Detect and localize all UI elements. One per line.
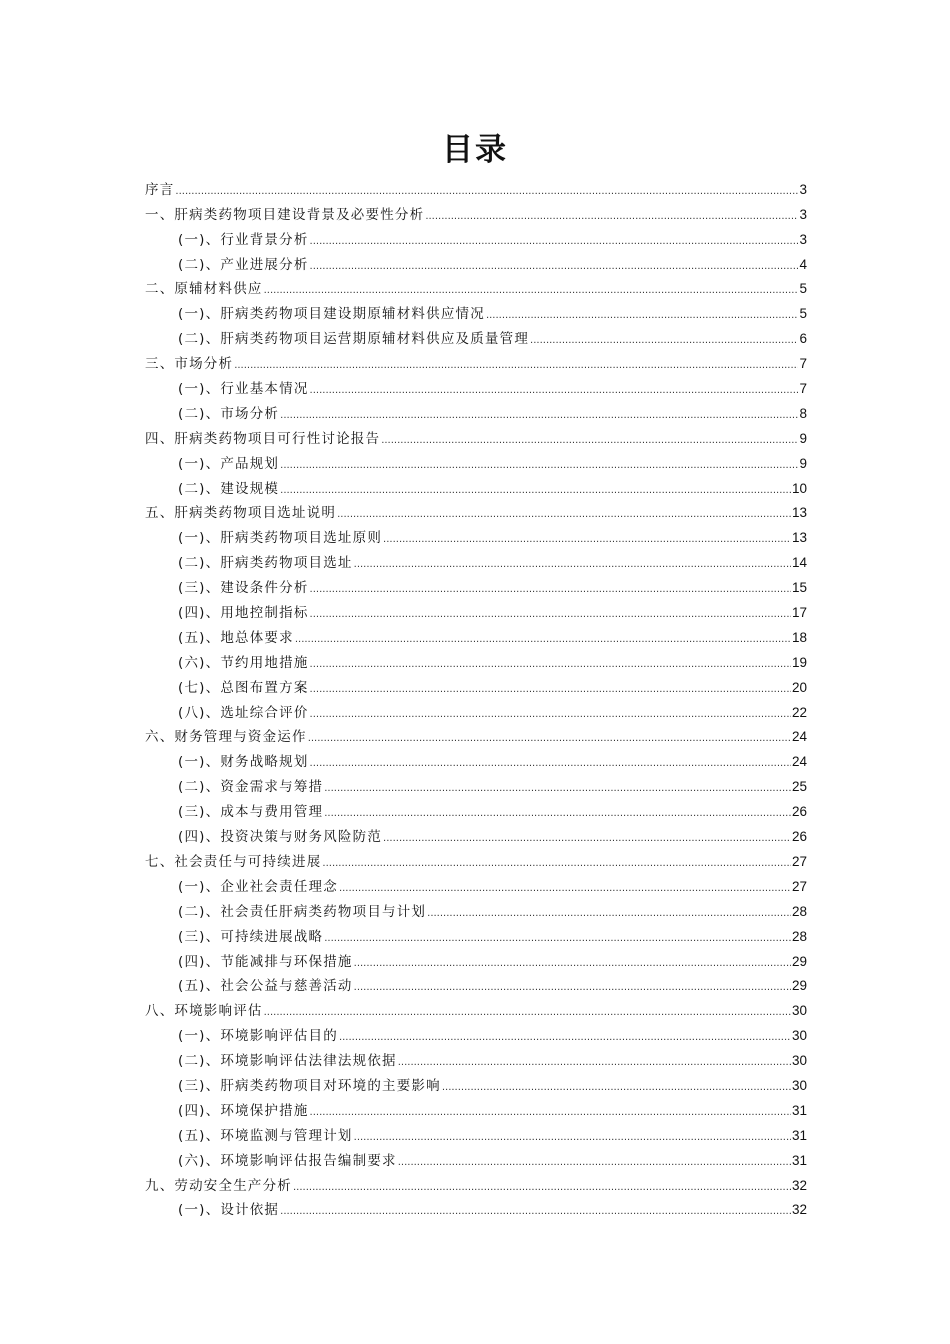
toc-entry-label: (一)、行业基本情况 xyxy=(178,381,309,398)
toc-entry-label: (二)、肝病类药物项目运营期原辅材料供应及质量管理 xyxy=(178,331,530,348)
toc-entry-page: 17 xyxy=(791,605,807,621)
dot-leader xyxy=(280,459,798,473)
toc-entry-label: 五、肝病类药物项目选址说明 xyxy=(145,505,337,522)
dot-leader xyxy=(310,384,799,398)
dot-leader xyxy=(310,1106,791,1120)
toc-entry[interactable] xyxy=(145,424,807,449)
toc-entry[interactable] xyxy=(145,523,807,548)
toc-entry[interactable] xyxy=(145,623,807,648)
dot-leader xyxy=(324,932,791,946)
dot-leader xyxy=(310,708,791,722)
dot-leader xyxy=(280,1205,791,1219)
toc-entry-label: (一)、肝病类药物项目建设期原辅材料供应情况 xyxy=(178,306,485,323)
toc-entry-label: (二)、建设规模 xyxy=(178,480,280,497)
toc-entry-label: (四)、投资决策与财务风险防范 xyxy=(178,829,383,846)
toc-entry-page: 13 xyxy=(791,505,807,521)
toc-entry-label: (三)、肝病类药物项目对环境的主要影响 xyxy=(178,1077,441,1094)
dot-leader xyxy=(310,658,791,672)
dot-leader xyxy=(383,533,791,547)
toc-entry-page: 3 xyxy=(799,206,807,222)
toc-entry-label: (七)、总图布置方案 xyxy=(178,679,309,696)
dot-leader xyxy=(310,757,791,771)
toc-entry-label: 序言 xyxy=(145,181,175,198)
toc-entry-page: 9 xyxy=(799,430,807,446)
toc-entry[interactable] xyxy=(145,797,807,822)
toc-entry-page: 24 xyxy=(791,729,807,745)
toc-entry-label: (六)、节约用地措施 xyxy=(178,654,309,671)
toc-entry-page: 29 xyxy=(791,978,807,994)
toc-entry[interactable] xyxy=(145,822,807,847)
toc-entry[interactable] xyxy=(145,897,807,922)
dot-leader xyxy=(354,1131,791,1145)
toc-entry[interactable] xyxy=(145,872,807,897)
dot-leader xyxy=(280,484,791,498)
toc-entry[interactable] xyxy=(145,1021,807,1046)
dot-leader xyxy=(339,882,791,896)
dot-leader xyxy=(310,235,799,249)
dot-leader xyxy=(264,284,799,298)
toc-entry[interactable] xyxy=(145,648,807,673)
toc-entry[interactable] xyxy=(145,1121,807,1146)
toc-entry-page: 20 xyxy=(791,679,807,695)
dot-leader xyxy=(398,1056,791,1070)
dot-leader xyxy=(324,782,791,796)
toc-entry-page: 30 xyxy=(791,1053,807,1069)
toc-entry-page: 3 xyxy=(799,181,807,197)
dot-leader xyxy=(310,583,791,597)
toc-entry-page: 15 xyxy=(791,580,807,596)
dot-leader xyxy=(337,508,791,522)
dot-leader xyxy=(175,185,798,199)
dot-leader xyxy=(324,807,791,821)
toc-entry-label: (二)、资金需求与筹措 xyxy=(178,779,324,796)
toc-entry[interactable] xyxy=(145,449,807,474)
toc-entry-page: 25 xyxy=(791,779,807,795)
dot-leader xyxy=(398,1156,791,1170)
toc-entry[interactable] xyxy=(145,399,807,424)
dot-leader xyxy=(383,832,791,846)
toc-entry[interactable] xyxy=(145,573,807,598)
toc-entry-label: 三、市场分析 xyxy=(145,356,234,373)
toc-entry[interactable] xyxy=(145,1046,807,1071)
toc-entry-label: (四)、用地控制指标 xyxy=(178,605,309,622)
toc-entry[interactable] xyxy=(145,374,807,399)
toc-entry-label: (八)、选址综合评价 xyxy=(178,704,309,721)
toc-entry-label: (四)、节能减排与环保措施 xyxy=(178,953,353,970)
toc-entry-page: 27 xyxy=(791,878,807,894)
toc-entry-label: (三)、可持续进展战略 xyxy=(178,928,324,945)
toc-entry[interactable] xyxy=(145,747,807,772)
toc-entry-label: (二)、肝病类药物项目选址 xyxy=(178,555,353,572)
dot-leader xyxy=(295,633,791,647)
toc-entry-label: (二)、产业进展分析 xyxy=(178,256,309,273)
toc-entry[interactable] xyxy=(145,324,807,349)
toc-entry-label: 九、劳动安全生产分析 xyxy=(145,1177,292,1194)
dot-leader xyxy=(354,957,791,971)
toc-entry-page: 18 xyxy=(791,629,807,645)
toc-entry-page: 5 xyxy=(799,281,807,297)
dot-leader xyxy=(322,857,791,871)
dot-leader xyxy=(310,260,799,274)
toc-entry[interactable] xyxy=(145,548,807,573)
toc-entry-page: 26 xyxy=(791,829,807,845)
toc-entry[interactable] xyxy=(145,972,807,997)
dot-leader xyxy=(442,1081,791,1095)
toc-entry-page: 30 xyxy=(791,1028,807,1044)
toc-entry[interactable] xyxy=(145,349,807,374)
toc-entry-label: (一)、企业社会责任理念 xyxy=(178,878,338,895)
toc-entry-page: 28 xyxy=(791,928,807,944)
dot-leader xyxy=(354,981,791,995)
dot-leader xyxy=(280,409,798,423)
dot-leader xyxy=(427,907,791,921)
toc-entry-label: 七、社会责任与可持续进展 xyxy=(145,853,322,870)
toc-entry[interactable] xyxy=(145,175,807,200)
toc-entry-page: 26 xyxy=(791,804,807,820)
toc-entry-page: 29 xyxy=(791,953,807,969)
toc-entry[interactable] xyxy=(145,723,807,748)
toc-entry-label: (三)、建设条件分析 xyxy=(178,580,309,597)
toc-entry-label: (六)、环境影响评估报告编制要求 xyxy=(178,1152,397,1169)
toc-entry-label: (三)、成本与费用管理 xyxy=(178,804,324,821)
toc-entry-page: 28 xyxy=(791,903,807,919)
toc-entry[interactable] xyxy=(145,200,807,225)
dot-leader xyxy=(308,732,791,746)
toc-entry-page: 13 xyxy=(791,530,807,546)
toc-entry-page: 4 xyxy=(799,256,807,272)
toc-entry[interactable] xyxy=(145,922,807,947)
toc-entry-label: (二)、环境影响评估法律法规依据 xyxy=(178,1053,397,1070)
table-of-contents xyxy=(145,175,807,1220)
toc-entry[interactable] xyxy=(145,947,807,972)
toc-entry-page: 31 xyxy=(791,1102,807,1118)
toc-entry-page: 31 xyxy=(791,1152,807,1168)
toc-entry-page: 3 xyxy=(799,231,807,247)
dot-leader xyxy=(264,1006,791,1020)
dot-leader xyxy=(381,434,798,448)
dot-leader xyxy=(486,309,799,323)
toc-entry-label: (一)、行业背景分析 xyxy=(178,231,309,248)
toc-entry-page: 31 xyxy=(791,1127,807,1143)
toc-entry-label: (五)、环境监测与管理计划 xyxy=(178,1127,353,1144)
dot-leader xyxy=(234,359,798,373)
toc-entry-page: 5 xyxy=(799,306,807,322)
dot-leader xyxy=(293,1181,791,1195)
toc-entry-page: 32 xyxy=(791,1177,807,1193)
toc-entry[interactable] xyxy=(145,698,807,723)
toc-entry[interactable] xyxy=(145,1096,807,1121)
dot-leader xyxy=(425,210,798,224)
dot-leader xyxy=(339,1031,791,1045)
toc-entry-label: (五)、社会公益与慈善活动 xyxy=(178,978,353,995)
dot-leader xyxy=(310,608,791,622)
toc-entry-label: (一)、设计依据 xyxy=(178,1202,280,1219)
toc-entry-label: (一)、环境影响评估目的 xyxy=(178,1028,338,1045)
toc-entry-label: (二)、市场分析 xyxy=(178,405,280,422)
toc-entry[interactable] xyxy=(145,275,807,300)
toc-entry[interactable] xyxy=(145,474,807,499)
toc-entry[interactable] xyxy=(145,847,807,872)
toc-entry-page: 14 xyxy=(791,555,807,571)
toc-entry[interactable] xyxy=(145,598,807,623)
toc-entry-page: 7 xyxy=(799,381,807,397)
toc-entry[interactable] xyxy=(145,1146,807,1171)
toc-entry[interactable] xyxy=(145,250,807,275)
toc-entry[interactable] xyxy=(145,299,807,324)
toc-entry-page: 27 xyxy=(791,853,807,869)
dot-leader xyxy=(354,558,791,572)
toc-entry[interactable] xyxy=(145,499,807,524)
toc-entry-page: 7 xyxy=(799,356,807,372)
toc-entry-label: (四)、环境保护措施 xyxy=(178,1102,309,1119)
toc-entry-label: (一)、肝病类药物项目选址原则 xyxy=(178,530,383,547)
toc-entry-page: 22 xyxy=(791,704,807,720)
toc-entry-label: (一)、产品规划 xyxy=(178,455,280,472)
toc-entry-label: 六、财务管理与资金运作 xyxy=(145,729,307,746)
toc-entry-page: 30 xyxy=(791,1003,807,1019)
toc-entry-page: 9 xyxy=(799,455,807,471)
toc-entry[interactable] xyxy=(145,1171,807,1196)
toc-entry-page: 10 xyxy=(791,480,807,496)
toc-entry-label: (二)、社会责任肝病类药物项目与计划 xyxy=(178,903,427,920)
toc-entry[interactable] xyxy=(145,1071,807,1096)
toc-entry-page: 19 xyxy=(791,654,807,670)
toc-entry-label: 四、肝病类药物项目可行性讨论报告 xyxy=(145,430,381,447)
toc-entry[interactable] xyxy=(145,673,807,698)
toc-entry[interactable] xyxy=(145,1196,807,1221)
toc-entry-label: (一)、财务战略规划 xyxy=(178,754,309,771)
toc-entry[interactable] xyxy=(145,996,807,1021)
toc-entry-label: 二、原辅材料供应 xyxy=(145,281,263,298)
toc-entry-page: 8 xyxy=(799,405,807,421)
toc-entry[interactable] xyxy=(145,225,807,250)
dot-leader xyxy=(310,683,791,697)
toc-entry-page: 6 xyxy=(799,331,807,347)
toc-entry-label: 一、肝病类药物项目建设背景及必要性分析 xyxy=(145,206,425,223)
toc-entry-page: 24 xyxy=(791,754,807,770)
toc-entry-label: 八、环境影响评估 xyxy=(145,1003,263,1020)
dot-leader xyxy=(530,334,798,348)
toc-title: 目录 xyxy=(442,132,508,168)
toc-entry[interactable] xyxy=(145,772,807,797)
toc-entry-page: 30 xyxy=(791,1077,807,1093)
toc-entry-label: (五)、地总体要求 xyxy=(178,629,294,646)
toc-entry-page: 32 xyxy=(791,1202,807,1218)
